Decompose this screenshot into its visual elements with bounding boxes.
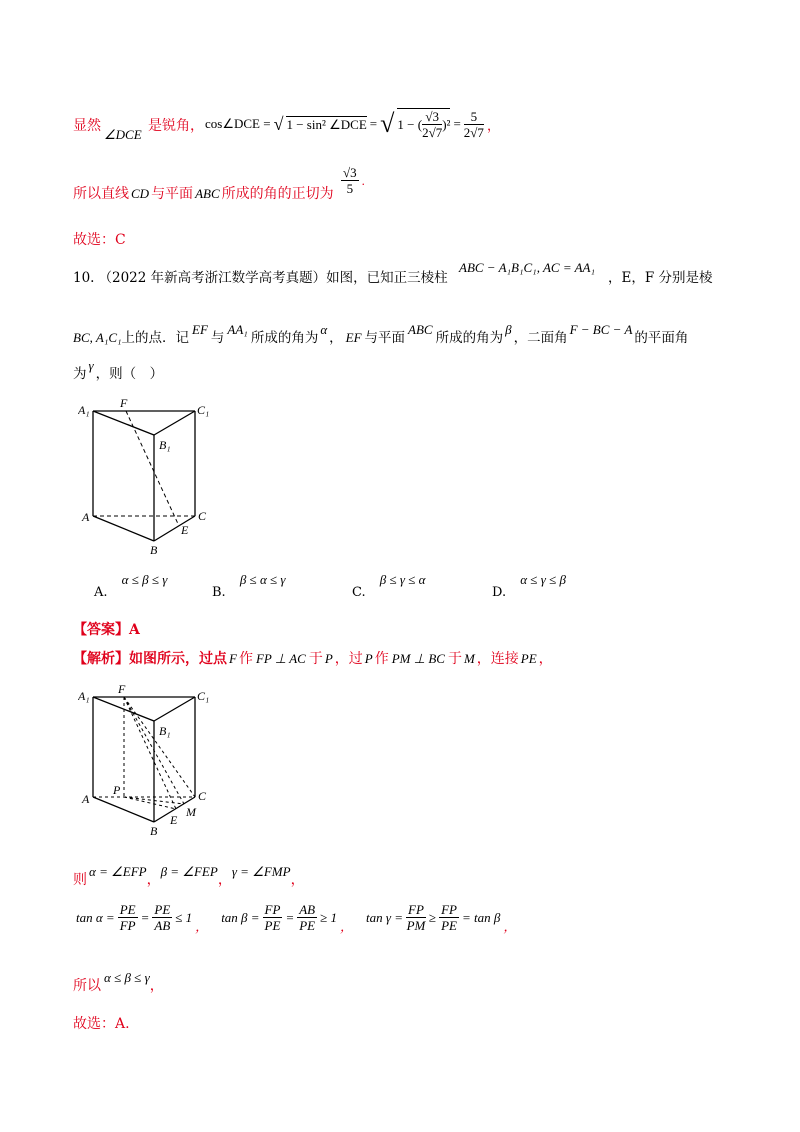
label-c1: C₁ — [197, 689, 210, 703]
sqrt-content-2: 1 − ( $\frac{√3}{2√7}$ )² — [397, 109, 451, 140]
edge-a-b — [93, 797, 154, 822]
segment-ef — [126, 411, 179, 526]
text-prefix: 显然 — [73, 118, 101, 134]
frac-result: $\frac{5}{2√7}$ — [463, 108, 484, 140]
option-d[interactable]: D. α ≤ γ ≤ β — [492, 572, 566, 600]
acute-text: 是锐角， — [148, 118, 204, 134]
then-line: 则 α = ∠EFP ， β = ∠FEP ， γ = ∠FMP ， — [73, 864, 305, 888]
final-choice: 故选：A. — [73, 1016, 130, 1032]
sqrt-sign-2: √ — [380, 109, 395, 138]
label-c: C — [198, 509, 207, 523]
choice-c: 故选：C — [73, 232, 126, 248]
sqrt-sign: √ — [273, 113, 284, 134]
edge-b1-c1 — [154, 697, 195, 721]
edge-b1-c1 — [154, 411, 195, 435]
edge-b-c — [154, 516, 195, 541]
question-10-line-2: BC, A₁C₁ 上的点．记 EF 与 AA₁ 所成的角为 α ， EF 与平面 ABC 所成的角为 β ，二面角 F − BC − A 的平面角 — [73, 322, 689, 346]
label-c1: C₁ — [197, 403, 210, 417]
segment-fe — [124, 697, 176, 809]
cos-formula: cos∠DCE = √ 1 − sin² ∠DCE = √ 1 − ( $\frac{√3}{2√7}$ )² = $\frac{5}{2√7}$ ， — [205, 108, 500, 140]
label-p: P — [113, 783, 121, 797]
prism-expr: ABC − A₁B₁C₁, AC = AA₁ — [459, 260, 596, 275]
conclusion-line-1 — [73, 116, 101, 136]
label-b: B — [150, 824, 158, 838]
angle-dce: ∠DCE — [104, 127, 142, 142]
label-e: E — [181, 523, 189, 537]
prism-figure-1 — [78, 396, 218, 556]
answer-label: 【答案】A — [73, 622, 140, 638]
segment-pe — [124, 797, 176, 809]
label-a1: A₁ — [78, 689, 90, 703]
label-e: E — [170, 813, 178, 827]
label-f: F — [118, 682, 126, 696]
frac-sqrt3-2sqrt7: $\frac{√3}{2√7}$ — [422, 109, 443, 140]
label-m: M — [186, 805, 196, 819]
label-a: A — [82, 510, 90, 524]
label-b1: B₁ — [159, 724, 171, 738]
label-b: B — [150, 543, 158, 556]
label-c: C — [198, 789, 207, 803]
tan-line: tan α = $\frac{PE}{FP}$ = $\frac{PE}{AB}$ ≤ 1 ， tan β = $\frac{FP}{PE}$ = $\frac{AB}{PE}$ ≥ 1 ， tan γ = $\frac{FP}{PM}$ ≥ $\frac{FP}{PE}$ = tan β ， — [76, 902, 517, 934]
conclusion-line-2: 所以直线 CD 与平面 ABC 所成的角的正切为 — [73, 186, 334, 202]
question-10-line-1: 10. （2022 年新高考浙江数学高考真题）如图，已知正三棱柱 — [73, 270, 448, 286]
edge-a-b — [93, 516, 154, 541]
option-b[interactable]: B. β ≤ α ≤ γ — [212, 572, 286, 600]
label-a: A — [82, 792, 90, 806]
option-c[interactable]: C. β ≤ γ ≤ α — [352, 572, 426, 600]
analysis-line: 【解析】如图所示，过点 F 作 FP ⊥ AC 于 P ，过 P 作 PM ⊥ BC 于 M ，连接 PE ， — [73, 651, 553, 667]
segment-fc — [124, 697, 195, 797]
question-10-line-3: 为 γ ，则（ ） — [73, 358, 164, 382]
sqrt-content-1: 1 − sin² ∠DCE — [286, 116, 367, 132]
prism-figure-2 — [78, 682, 218, 842]
label-b1: B₁ — [159, 438, 171, 452]
edge-a1-b1 — [93, 411, 154, 435]
frac-sqrt3-5: $\frac{√3}{5}$ . — [343, 165, 365, 196]
question-10-after: ，E，F 分别是棱 — [608, 270, 713, 286]
option-a[interactable]: A. α ≤ β ≤ γ — [94, 572, 168, 600]
label-a1: A₁ — [78, 403, 90, 417]
label-f: F — [120, 396, 128, 410]
so-line: 所以 α ≤ β ≤ γ ， — [73, 970, 164, 994]
